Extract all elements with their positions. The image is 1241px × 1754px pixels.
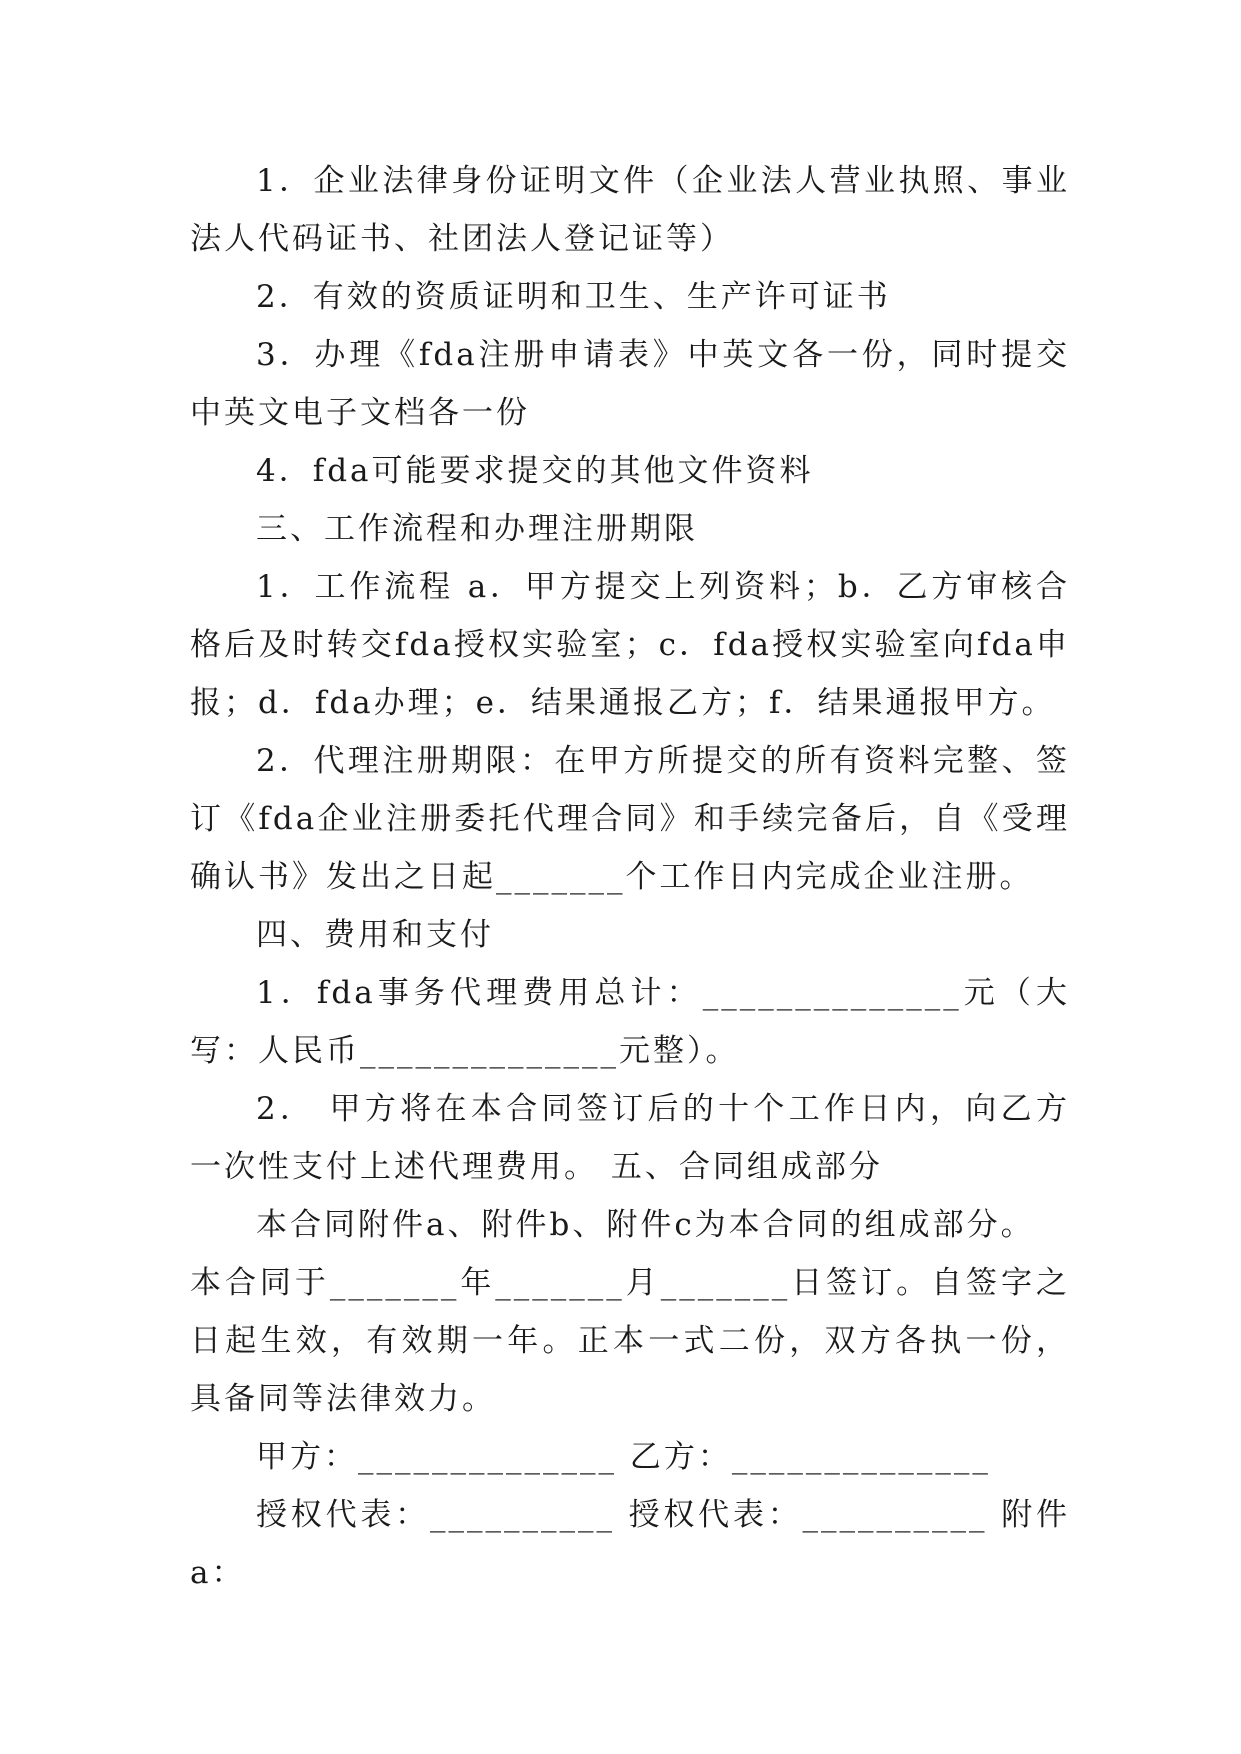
paragraph-doc-1: 1．企业法律身份证明文件（企业法人营业执照、事业法人代码证书、社团法人登记证等） [190,163,1070,257]
paragraph-payment: 2． 甲方将在本合同签订后的十个工作日内，向乙方一次性支付上述代理费用。 五、合同组成部分 [190,1091,1070,1185]
section-heading-workflow: 三、工作流程和办理注册期限 [256,511,698,547]
paragraph-doc-3: 3．办理《fda注册申请表》中英文各一份，同时提交中英文电子文档各一份 [190,337,1070,431]
paragraph-doc-2: 2．有效的资质证明和卫生、生产许可证书 [256,279,891,315]
paragraph-fee-total: 1．fda事务代理费用总计：______________元（大写：人民币______________元整）。 [190,975,1070,1069]
signature-representatives-line: 授权代表：__________ 授权代表：__________ 附件a： [190,1497,1070,1591]
paragraph-signing-date: 本合同于_______年_______月_______日签订。自签字之日起生效，有效期一年。正本一式二份，双方各执一份，具备同等法律效力。 [190,1265,1070,1417]
signature-parties-line: 甲方：______________ 乙方：______________ [256,1439,991,1475]
paragraph-doc-4: 4．fda可能要求提交的其他文件资料 [256,453,814,489]
paragraph-workflow: 1．工作流程 a．甲方提交上列资料；b．乙方审核合格后及时转交fda授权实验室；c．fda授权实验室向fda申报；d．fda办理；e．结果通报乙方；f．结果通报甲方。 [190,569,1070,721]
paragraph-registration-period: 2．代理注册期限：在甲方所提交的所有资料完整、签订《fda企业注册委托代理合同》和手续完备后，自《受理确认书》发出之日起_______个工作日内完成企业注册。 [190,743,1070,895]
document-body [190,152,1070,1602]
section-heading-fees: 四、费用和支付 [256,917,494,953]
paragraph-attachments: 本合同附件a、附件b、附件c为本合同的组成部分。 [256,1207,1035,1243]
